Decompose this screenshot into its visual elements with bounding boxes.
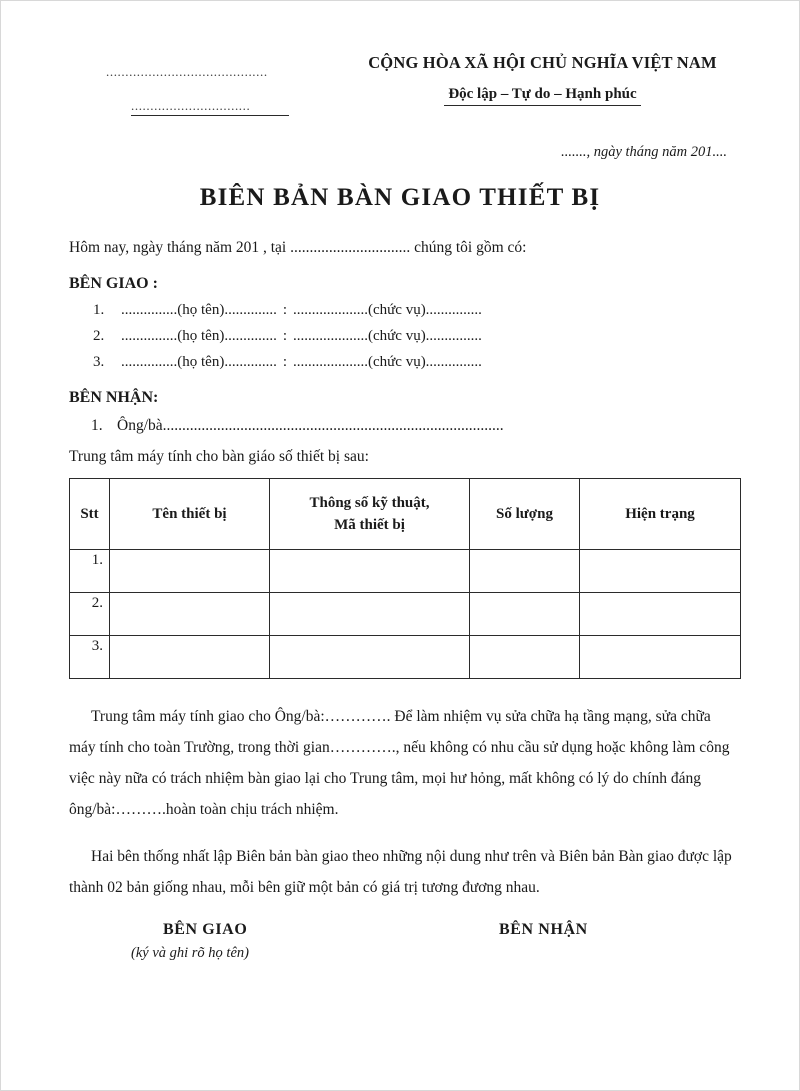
table-row	[70, 550, 741, 593]
national-motto: Độc lập – Tự do – Hạnh phúc	[444, 86, 640, 106]
cell-stt: 1.	[70, 550, 110, 593]
table-header-condition: Hiện trạng	[580, 479, 741, 550]
table-row	[70, 636, 741, 679]
giver-heading: BÊN GIAO :	[69, 275, 158, 292]
giver-row-number: 3.	[93, 354, 105, 370]
cell-spec[interactable]	[270, 593, 470, 636]
receiver-heading: BÊN NHẬN:	[69, 389, 159, 406]
cell-name[interactable]	[110, 550, 270, 593]
document-body	[1, 239, 799, 903]
page-title: BIÊN BẢN BÀN GIAO THIẾT BỊ	[199, 184, 601, 211]
signature-giver-note: (ký và ghi rõ họ tên)	[131, 944, 249, 961]
receiver-name-field: ........................................................................................	[162, 417, 504, 434]
cell-spec[interactable]	[270, 636, 470, 679]
giver-role-field: ....................(chức vụ)...............	[293, 302, 482, 318]
cell-quantity[interactable]	[470, 636, 580, 679]
paragraph-agreement	[69, 841, 739, 903]
cell-name[interactable]	[110, 636, 270, 679]
giver-row-number: 2.	[93, 328, 105, 344]
giver-list	[69, 302, 739, 371]
table-intro-line: Trung tâm máy tính cho bàn giáo số thiết bị sau:	[69, 448, 369, 465]
document-header	[1, 1, 799, 116]
cell-name[interactable]	[110, 593, 270, 636]
list-item	[69, 328, 739, 345]
table-header-name: Tên thiết bị	[110, 479, 270, 550]
organization-block	[106, 53, 356, 116]
giver-separator: :	[282, 302, 287, 318]
giver-name-field: ...............(họ tên)..............	[121, 354, 277, 370]
national-title: CỘNG HÒA XÃ HỘI CHỦ NGHĨA VIỆT NAM	[368, 53, 717, 72]
signature-receiver-block	[425, 921, 761, 962]
table-header-quantity: Số lượng	[470, 479, 580, 550]
table-row	[70, 593, 741, 636]
receiver-row	[69, 417, 739, 435]
table-header-spec	[270, 479, 470, 550]
paragraph-agreement-text: Hai bên thống nhất lập Biên bản bàn giao theo những nội dung như trên và Biên bản Bàn giao được lập thành 02 bản giống nhau, mỗi bên giữ một bản có giá trị tương đương nhau.	[69, 847, 732, 896]
organization-line-1: ..........................................	[106, 64, 268, 79]
table-header-spec-line1: Thông số kỹ thuật,	[309, 495, 430, 511]
national-heading-block	[356, 53, 739, 106]
receiver-row-number: 1.	[91, 417, 103, 434]
signature-giver-block	[97, 921, 425, 962]
table-header-spec-line2: Mã thiết bị	[334, 517, 405, 533]
giver-name-field: ...............(họ tên)..............	[121, 302, 277, 318]
cell-stt: 3.	[70, 636, 110, 679]
signature-giver-title: BÊN GIAO	[163, 920, 248, 938]
giver-row-number: 1.	[93, 302, 105, 318]
paragraph-duties-text: Trung tâm máy tính giao cho Ông/bà:…………. Để làm nhiệm vụ sửa chữa hạ tầng mạng, sửa chữa máy tính cho toàn Trường, trong thời gian…………., nếu không có nhu cầu sử dụng hoặc không làm công việc này nữa có trách nhiệm bàn giao lại cho Trung tâm, mọi hư hỏng, mất không có lý do chính đáng ông/bà:……….hoàn toàn chịu trách nhiệm.	[69, 708, 730, 818]
organization-line-2: ...............................	[131, 97, 289, 116]
cell-quantity[interactable]	[470, 593, 580, 636]
giver-name-field: ...............(họ tên)..............	[121, 328, 277, 344]
table-header-stt: Stt	[70, 479, 110, 550]
cell-quantity[interactable]	[470, 550, 580, 593]
cell-condition[interactable]	[580, 550, 741, 593]
equipment-table	[69, 478, 741, 679]
giver-role-field: ....................(chức vụ)...............	[293, 354, 482, 370]
intro-line: Hôm nay, ngày tháng năm 201 , tại ............................... chúng tôi gồm có:	[69, 239, 527, 256]
receiver-label: Ông/bà	[117, 417, 163, 434]
cell-spec[interactable]	[270, 550, 470, 593]
paragraph-duties	[69, 701, 739, 825]
signature-section	[1, 921, 799, 962]
list-item	[69, 354, 739, 371]
giver-separator: :	[282, 328, 287, 344]
cell-condition[interactable]	[580, 593, 741, 636]
list-item	[69, 302, 739, 319]
date-line: ......., ngày tháng năm 201....	[561, 144, 727, 160]
giver-separator: :	[282, 354, 287, 370]
table-header-row	[70, 479, 741, 550]
cell-stt: 2.	[70, 593, 110, 636]
cell-condition[interactable]	[580, 636, 741, 679]
giver-role-field: ....................(chức vụ)...............	[293, 328, 482, 344]
signature-receiver-title: BÊN NHẬN	[499, 920, 588, 938]
